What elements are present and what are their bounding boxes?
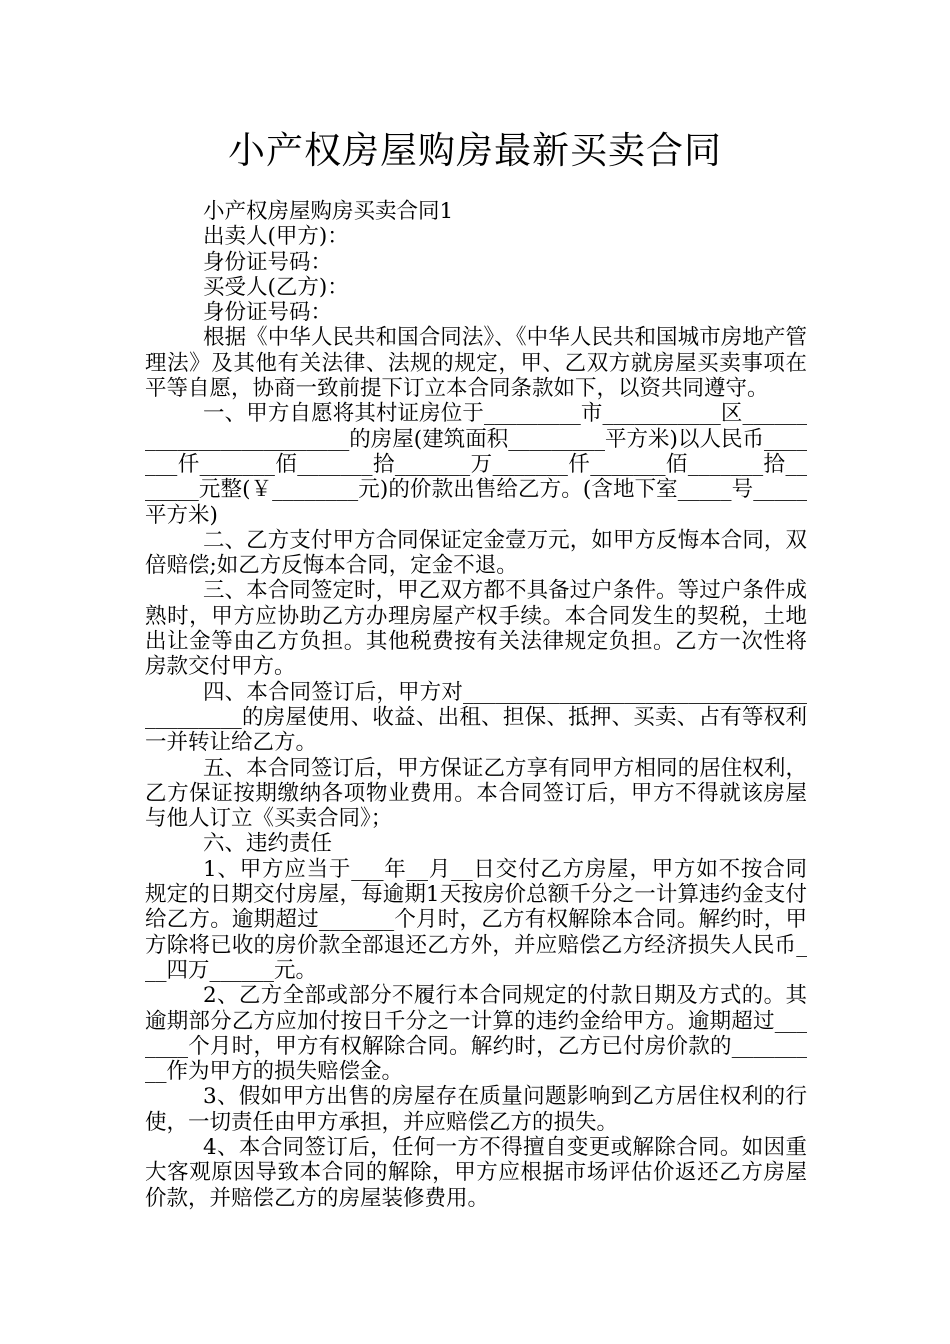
clause-4: 四、本合同签订后，甲方对_________________________________________的房屋使用、收益、出租、担保、抵押、买卖、占有等权利一并转让给乙方。 (145, 679, 807, 756)
liability-item-1: 1、甲方应当于___年__月__日交付乙方房屋，甲方如不按合同规定的日期交付房屋，每逾期1天按房价总额千分之一计算违约金支付给乙方。逾期超过_______个月时，乙方有权解除本合同。解约时，甲方除将已收的房价款全部退还乙方外，并应赔偿乙方经济损失人民币___四万______元。 (145, 856, 807, 983)
seller-line: 出卖人(甲方)： (203, 224, 349, 250)
liability-item-3: 3、假如甲方出售的房屋存在质量问题影响到乙方居住权利的行使，一切责任由甲方承担，并应赔偿乙方的损失。 (145, 1084, 807, 1135)
liability-item-4: 4、本合同签订后，任何一方不得擅自变更或解除合同。如因重大客观原因导致本合同的解除，甲方应根据市场评估价返还乙方房屋价款，并赔偿乙方的房屋装修费用。 (145, 1134, 807, 1211)
document-body (145, 199, 807, 1211)
contract-subtitle: 小产权房屋购房买卖合同1 (203, 199, 454, 224)
seller-id-line: 身份证号码： (203, 249, 333, 275)
liability-item-2: 2、乙方全部或部分不履行本合同规定的付款日期及方式的。其逾期部分乙方应加付按日千分之一计算的违约金给甲方。逾期超过_______个月时，甲方有权解除合同。解约时，乙方已付房价款的_________作为甲方的损失赔偿金。 (145, 983, 807, 1085)
clause-6-heading: 六、违约责任 (203, 831, 333, 857)
preamble-paragraph: 根据《中华人民共和国合同法》、《中华人民共和国城市房地产管理法》及其他有关法律、法规的规定，甲、乙双方就房屋买卖事项在平等自愿，协商一致前提下订立本合同条款如下，以资共同遵守。 (145, 325, 807, 402)
buyer-id-line: 身份证号码： (203, 300, 333, 326)
clause-1: 一、甲方自愿将其村证房位于_________市___________区_________________________的房屋(建筑面积_________平方米)以人民币_______仟_______佰_______拾_______万_______仟_______佰_______拾_______元整(￥________元)的价款出售给乙方。(含地下室_____号_____平方米) (145, 401, 807, 528)
clause-3: 三、本合同签定时，甲乙双方都不具备过户条件。等过户条件成熟时，甲方应协助乙方办理房屋产权手续。本合同发生的契税，土地出让金等由乙方负担。其他税费按有关法律规定负担。乙方一次性将房款交付甲方。 (145, 578, 807, 680)
buyer-line: 买受人(乙方)： (203, 274, 349, 300)
document-title: 小产权房屋购房最新买卖合同 (228, 129, 722, 172)
clause-2: 二、乙方支付甲方合同保证定金壹万元，如甲方反悔本合同，双倍赔偿;如乙方反悔本合同，定金不退。 (145, 527, 807, 579)
clause-5: 五、本合同签订后，甲方保证乙方享有同甲方相同的居住权利，乙方保证按期缴纳各项物业费用。本合同签订后，甲方不得就该房屋与他人订立《买卖合同》； (145, 755, 807, 832)
